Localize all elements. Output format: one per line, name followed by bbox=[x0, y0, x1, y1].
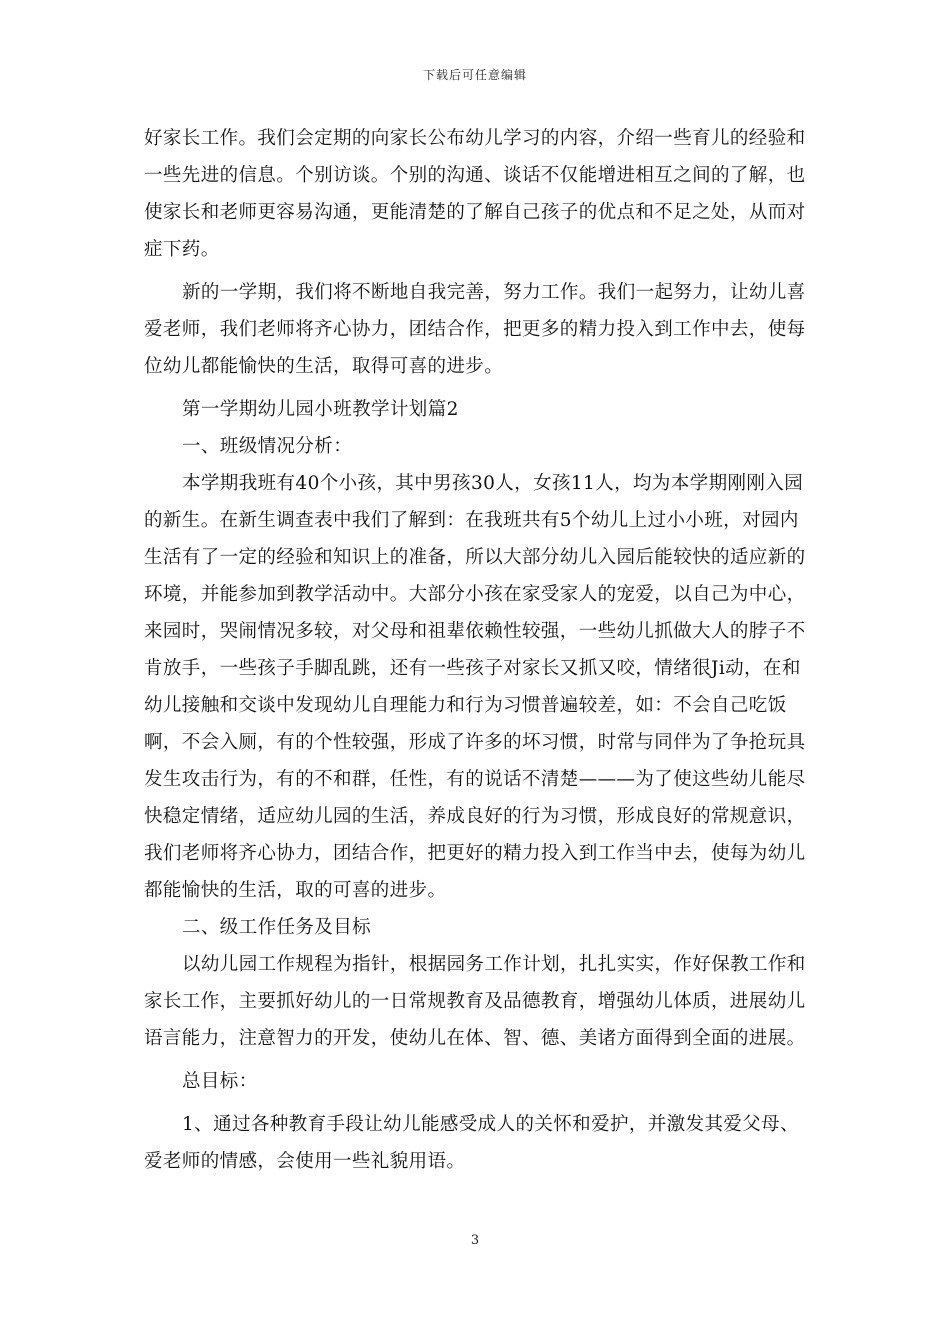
page-number: 3 bbox=[470, 1233, 480, 1248]
heading-overall-goals: 总目标： bbox=[182, 1071, 258, 1092]
page-header: 下载后可任意编辑 bbox=[422, 68, 527, 82]
heading-tasks-goals: 二、级工作任务及目标 bbox=[182, 917, 372, 938]
paragraph-guidelines: 以幼儿园工作规程为指针，根据园务工作计划，扎扎实实，作好保教工作和家长工作，主要抓好幼儿的一日常规教育及品德教育，增强幼儿体质，进展幼儿语言能力，注意智力的开发，使幼儿在体、智、德、美诸方面得到全面的进展。 bbox=[144, 954, 806, 1049]
document-body bbox=[144, 120, 816, 1180]
list-item-goal-1: 1、通过各种教育手段让幼儿能感受成人的关怀和爱护，并激发其爱父母、爱老师的情感，会使用一些礼貌用语。 bbox=[144, 1114, 799, 1172]
paragraph-class-situation: 本学期我班有40个小孩，其中男孩30人，女孩11人，均为本学期刚刚入园的新生。在新生调查表中我们了解到：在我班共有5个幼儿上过小小班，对园内生活有了一定的经验和知识上的准备，所以大部分幼儿入园后能较快的适应新的环境，并能参加到教学活动中。大部分小孩在家受家人的宠爱，以自己为中心，来园时，哭闹情况多较，对父母和祖辈依赖性较强，一些幼儿抓做大人的脖子不肯放手，一些孩子手脚乱跳，还有一些孩子对家长又抓又咬，情绪很Ji动，在和幼儿接触和交谈中发现幼儿自理能力和行为习惯普遍较差，如：不会自己吃饭啊，不会入厕，有的个性较强，形成了许多的坏习惯，时常与同伴为了争抢玩具发生攻击行为，有的不和群，任性，有的说话不清楚———为了使这些幼儿能尽快稳定情绪，适应幼儿园的生活，养成良好的行为习惯，形成良好的常规意识，我们老师将齐心协力，团结合作，把更好的精力投入到工作当中去，使每为幼儿都能愉快的生活，取的可喜的进步。 bbox=[144, 473, 806, 901]
paragraph-parent-work: 好家长工作。我们会定期的向家长公布幼儿学习的内容，介绍一些育儿的经验和一些先进的信息。个别访谈。个别的沟通、谈话不仅能增进相互之间的了解，也使家长和老师更容易沟通，更能清楚的了解自己孩子的优点和不足之处，从而对症下药。 bbox=[144, 128, 806, 260]
section-title-plan-2: 第一学期幼儿园小班教学计划篇2 bbox=[182, 399, 459, 420]
paragraph-new-semester: 新的一学期，我们将不断地自我完善，努力工作。我们一起努力，让幼儿喜爱老师，我们老师将齐心协力，团结合作，把更多的精力投入到工作中去，使每位幼儿都能愉快的生活，取得可喜的进步。 bbox=[144, 282, 806, 377]
heading-class-analysis: 一、班级情况分析： bbox=[182, 436, 353, 457]
